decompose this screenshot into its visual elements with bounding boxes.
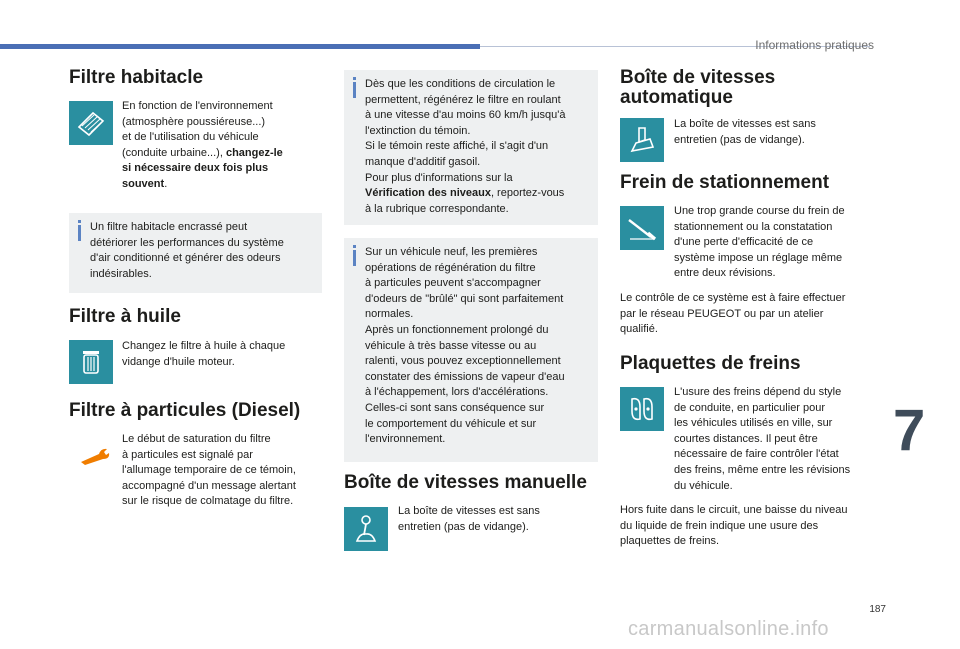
note-vehicule-neuf: Sur un véhicule neuf, les premières opérations de régénération du filtre à particules peuvent s'accompagner d'odeurs de "brûlé" qui sont parfaitement normales. Après un fonctionnement prolongé du véhicule à très basse vitesse ou au ralenti, vous pouvez exceptionnellement constater des émissions de vapeur d'eau à l'échappement, lors d'accélérations. Celles-ci sont sans conséquence sur le comportement du véhicule et sur l'environnement. bbox=[344, 238, 598, 462]
header-accent-bar bbox=[0, 44, 480, 49]
heading-plaquettes: Plaquettes de freins bbox=[620, 353, 801, 374]
bv-automatique-text: La boîte de vitesses est sans entretien (pas de vidange). bbox=[674, 118, 816, 146]
note-filtre-habitacle: Un filtre habitacle encrassé peut détériorer les performances du système d'air conditionné et générer des odeurs indésirables. bbox=[69, 213, 322, 293]
filtre-habitacle-text: En fonction de l'environnement (atmosphère poussiéreuse...) et de l'utilisation du véhicule (conduite urbaine...), changez-le si nécessaire deux fois plus souvent. bbox=[122, 100, 283, 190]
info-icon bbox=[353, 82, 356, 98]
info-icon bbox=[78, 225, 81, 241]
section-label: Informations pratiques bbox=[755, 38, 874, 52]
brake-pads-icon bbox=[620, 387, 664, 431]
heading-bv-manuelle: Boîte de vitesses manuelle bbox=[344, 472, 587, 493]
chapter-number: 7 bbox=[893, 398, 926, 463]
automatic-gearbox-icon bbox=[620, 118, 664, 162]
heading-filtre-huile: Filtre à huile bbox=[69, 306, 181, 327]
oil-filter-icon bbox=[69, 340, 113, 384]
watermark: carmanualsonline.info bbox=[628, 618, 829, 640]
heading-frein-stationnement: Frein de stationnement bbox=[620, 172, 830, 193]
plaquettes-para: Hors fuite dans le circuit, une baisse du niveau du liquide de frein indique une usure des plaquettes de freins. bbox=[620, 504, 848, 548]
filtre-huile-text: Changez le filtre à huile à chaque vidange d'huile moteur. bbox=[122, 340, 286, 368]
filtre-particules-text: Le début de saturation du filtre à particules est signalé par l'allumage temporaire de ce témoin, accompagné d'un message alertant sur le risque de colmatage du filtre. bbox=[122, 433, 296, 508]
parking-brake-icon bbox=[620, 206, 664, 250]
heading-filtre-habitacle: Filtre habitacle bbox=[69, 67, 204, 88]
note-regeneration: Dès que les conditions de circulation le permettent, régénérez le filtre en roulant à une vitesse d'au moins 60 km/h jusqu'à l'extinction du témoin. Si le témoin reste affiché, il s'agit d'un manque d'additif gasoil. Pour plus d'informations sur la Vérification des niveaux, reportez-vous à la rubrique correspondante. bbox=[344, 70, 598, 225]
frein-stationnement-text: Une trop grande course du frein de stationnement ou la constatation d'une perte d'efficacité de ce système impose un réglage même entre deux révisions. bbox=[674, 205, 845, 280]
plaquettes-text: L'usure des freins dépend du style de conduite, en particulier pour les véhicules utilisés en ville, sur courtes distances. Il peut être nécessaire de faire contrôler l'état des freins, même entre les révisions du véhicule. bbox=[674, 386, 851, 492]
heading-filtre-particules: Filtre à particules (Diesel) bbox=[69, 400, 301, 421]
heading-bv-automatique: Boîte de vitesses automatique bbox=[620, 67, 776, 108]
page-number: 187 bbox=[869, 604, 886, 615]
frein-stationnement-para: Le contrôle de ce système est à faire effectuer par le réseau PEUGEOT ou par un atelier qualifié. bbox=[620, 292, 846, 336]
wrench-warning-icon bbox=[79, 446, 113, 466]
manual-gearbox-icon bbox=[344, 507, 388, 551]
info-icon bbox=[353, 250, 356, 266]
cabin-filter-icon bbox=[69, 101, 113, 145]
bv-manuelle-text: La boîte de vitesses est sans entretien (pas de vidange). bbox=[398, 505, 540, 533]
